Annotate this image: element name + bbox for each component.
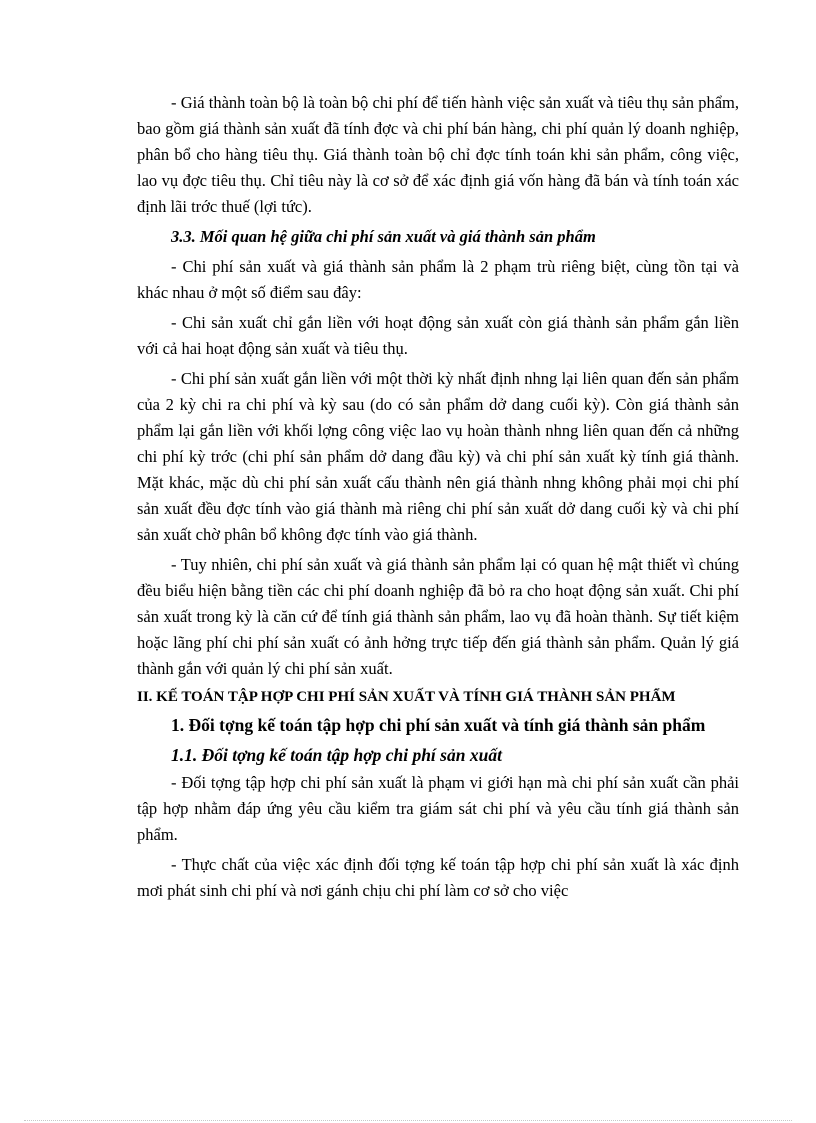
- paragraph-production-link: - Chi sản xuất chỉ gắn liền với hoạt động sản xuất còn giá thành sản phẩm gắn liền với cả hai hoạt động sản xuất và tiêu thụ.: [137, 313, 739, 358]
- paragraph-relationship: - Tuy nhiên, chi phí sản xuất và giá thành sản phẩm lại có quan hệ mật thiết vì chúng đều biểu hiện bằng tiền các chi phí doanh nghiệp đã bỏ ra cho hoạt động sản xuất. Chi phí sản xuất trong kỳ là căn cứ để tính giá thành sản phẩm, lao vụ đã hoàn thành. Sự tiết kiệm hoặc lãng phí chi phí sản xuất có ảnh hởng trực tiếp đến giá thành sản phẩm. Quản lý giá thành gắn với quản lý chi phí sản xuất.: [137, 555, 739, 678]
- document-page: [137, 90, 739, 908]
- page-bottom-divider: [24, 1120, 792, 1121]
- paragraph-definition: - Đối tợng tập hợp chi phí sản xuất là phạm vi giới hạn mà chi phí sản xuất cần phải tập hợp nhằm đáp ứng yêu cầu kiểm tra giám sát chi phí và yêu cầu tính giá thành sản phẩm.: [137, 773, 739, 844]
- heading-3-3: 3.3. Mối quan hệ giữa chi phí sản xuất và giá thành sản phẩm: [171, 227, 596, 246]
- paragraph-period-link: - Chi phí sản xuất gắn liền với một thời kỳ nhất định nhng lại liên quan đến sản phẩm của 2 kỳ chi ra chi phí và kỳ sau (do có sản phẩm dở dang cuối kỳ). Còn giá thành sản phẩm lại gắn liền với khối lợng công việc lao vụ hoàn thành nhng liên quan đến cả những chi phí kỳ trớc (chi phí sản phẩm dở dang đầu kỳ) và chi phí sản xuất kỳ tính giá thành. Mặt khác, mặc dù chi phí sản xuất cấu thành nên giá thành nhng không phải mọi chi phí sản xuất đều đợc tính vào giá thành mà riêng chi phí sản xuất dở dang cuối kỳ và chi phí sản xuất chờ phân bổ không đợc tính vào giá thành.: [137, 369, 739, 544]
- paragraph-full-cost: - Giá thành toàn bộ là toàn bộ chi phí để tiến hành việc sản xuất và tiêu thụ sản phẩm, bao gồm giá thành sản xuất đã tính đợc và chi phí bán hàng, chi phí quản lý doanh nghiệp, phân bổ cho hàng tiêu thụ. Giá thành toàn bộ chỉ đợc tính toán khi sản phẩm, công việc, lao vụ đợc tiêu thụ. Chỉ tiêu này là cơ sở để xác định giá vốn hàng đã bán và tính toán xác định lãi trớc thuế (lợi tức).: [137, 93, 739, 216]
- paragraph-two-categories: - Chi phí sản xuất và giá thành sản phẩm là 2 phạm trù riêng biệt, cùng tồn tại và khác nhau ở một số điểm sau đây:: [137, 257, 739, 302]
- heading-1-1: 1.1. Đối tợng kế toán tập hợp chi phí sản xuất: [171, 745, 502, 765]
- heading-1: 1. Đối tợng kế toán tập hợp chi phí sản xuất và tính giá thành sản phẩm: [171, 715, 706, 735]
- section-heading-ii: II. KẾ TOÁN TẬP HỢP CHI PHÍ SẢN XUẤT VÀ TÍNH GIÁ THÀNH SẢN PHẨM: [137, 689, 676, 705]
- paragraph-essence: - Thực chất của việc xác định đối tợng kế toán tập hợp chi phí sản xuất là xác định mơi phát sinh chi phí và nơi gánh chịu chi phí làm cơ sở cho việc: [137, 855, 739, 900]
